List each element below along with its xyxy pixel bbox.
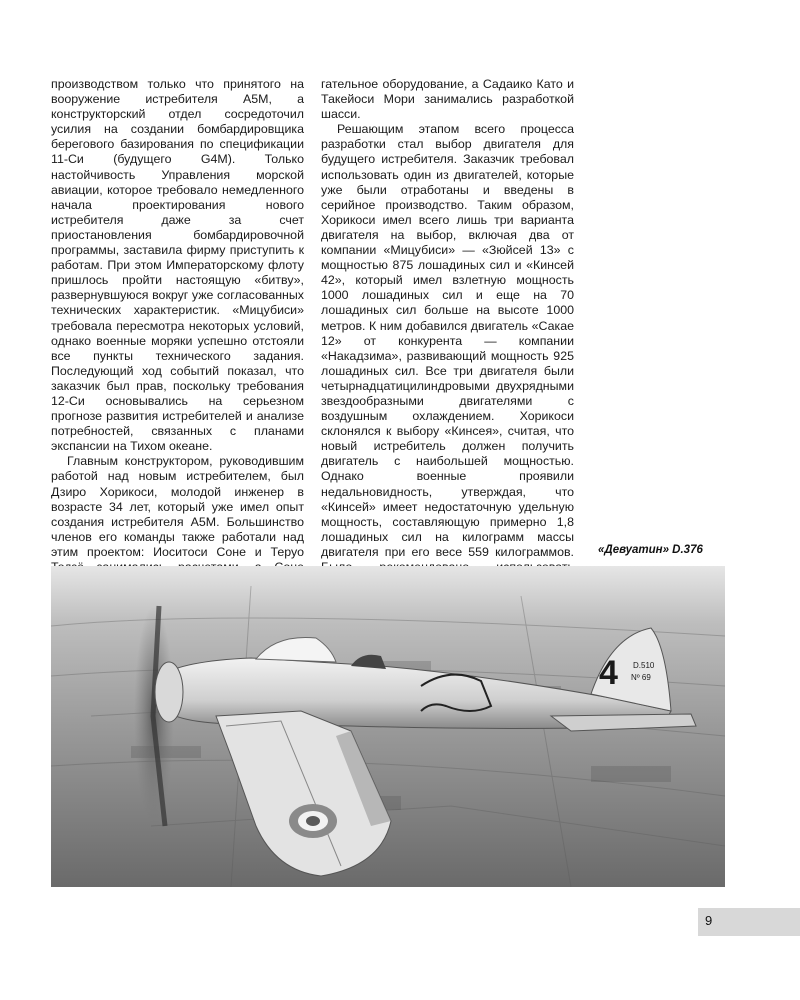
tail-number: 4	[599, 654, 618, 692]
tail-serial: Nº 69	[631, 673, 651, 682]
paragraph: гательное оборудование, а Садаико Като и Такейоси Мори занимались разработкой шасси.	[321, 77, 574, 122]
text-column-right	[321, 77, 574, 651]
paragraph: Главным конструктором, руководившим работой над новым истребителем, был Дзиро Хорикоси, молодой инженер в возрасте 34 лет, который уже имел опыт создания истребителя A5M. Большинство членов его команды также работали над этим проектом: Иоситоси Соне и Теруо	[51, 454, 304, 559]
paragraph: производством только что принятого на вооружение истребителя A5M, а конструкторский отдел сосредоточил усилия на создании бомбардировщика берегового базирования по спецификации 11-Си (будущего G4M). Только настойчивость Управления морской авиации, которое требовало немедленного начала проектирования нового истребителя даже за счет приостановления бомбардировочной программы, заставила фирму приступить к работам. При этом Императорскому флоту пришлось пройти настоящую «битву», развернувшуюся вокруг уже согласованных технических характеристик. «Мицубиси» требовала пересмотра некоторых условий, однако военные моряки успешно отстояли все пункты технического задания. Последующий ход событий показал, что заказчик был прав, поскольку требования 12-Си основывались на серьезном прогнозе развития истребителей и анализе потребностей, связанных с планами экспансии на Тихом океане.	[51, 77, 304, 454]
aircraft-photo	[51, 566, 725, 887]
page-number-tab	[698, 908, 800, 936]
paragraph: Решающим этапом всего процесса разработки стал выбор двигателя для будущего истребителя. Заказчик требовал использовать один из двигателей, которые уже были отработаны и введены в серийное производство. Таким образом, Хорикоси имел всего лишь три варианта двигателя на выбор, включая два от компании «Мицубиси» — «Зюйсей 13» с мощностью 875 лошадиных сил и «Кинсей 42», который имел взлетную мощность 1000 лошадиных сил и еще на 70 лошадиных сил больше на высоте 1000 метров. К ним добавился двигатель «Сакае 12» от конкурента — компании «Накадзима», развивающий мощность 925 лошадиных сил. Все три двигателя были четырнадцатицилиндровыми двухрядными звездообразными двигателями с воздушным охлаждением. Хорикоси склонялся к выбору «Кинсея», считая, что новый истребитель должен получить двигатель с наибольшей мощностью. Однако военные проявили недальновидность, утверждая, что «Кинсей» имеет недостаточную удельную мощность, составляющую примерно 1,8 лошадиных сил на килограмм массы двигателя при его весе 559 килограммов.	[321, 122, 574, 559]
photo-caption: «Девуатин» D.376	[598, 544, 703, 556]
page-number: 9	[705, 913, 713, 928]
tail-code: D.510	[633, 661, 655, 670]
